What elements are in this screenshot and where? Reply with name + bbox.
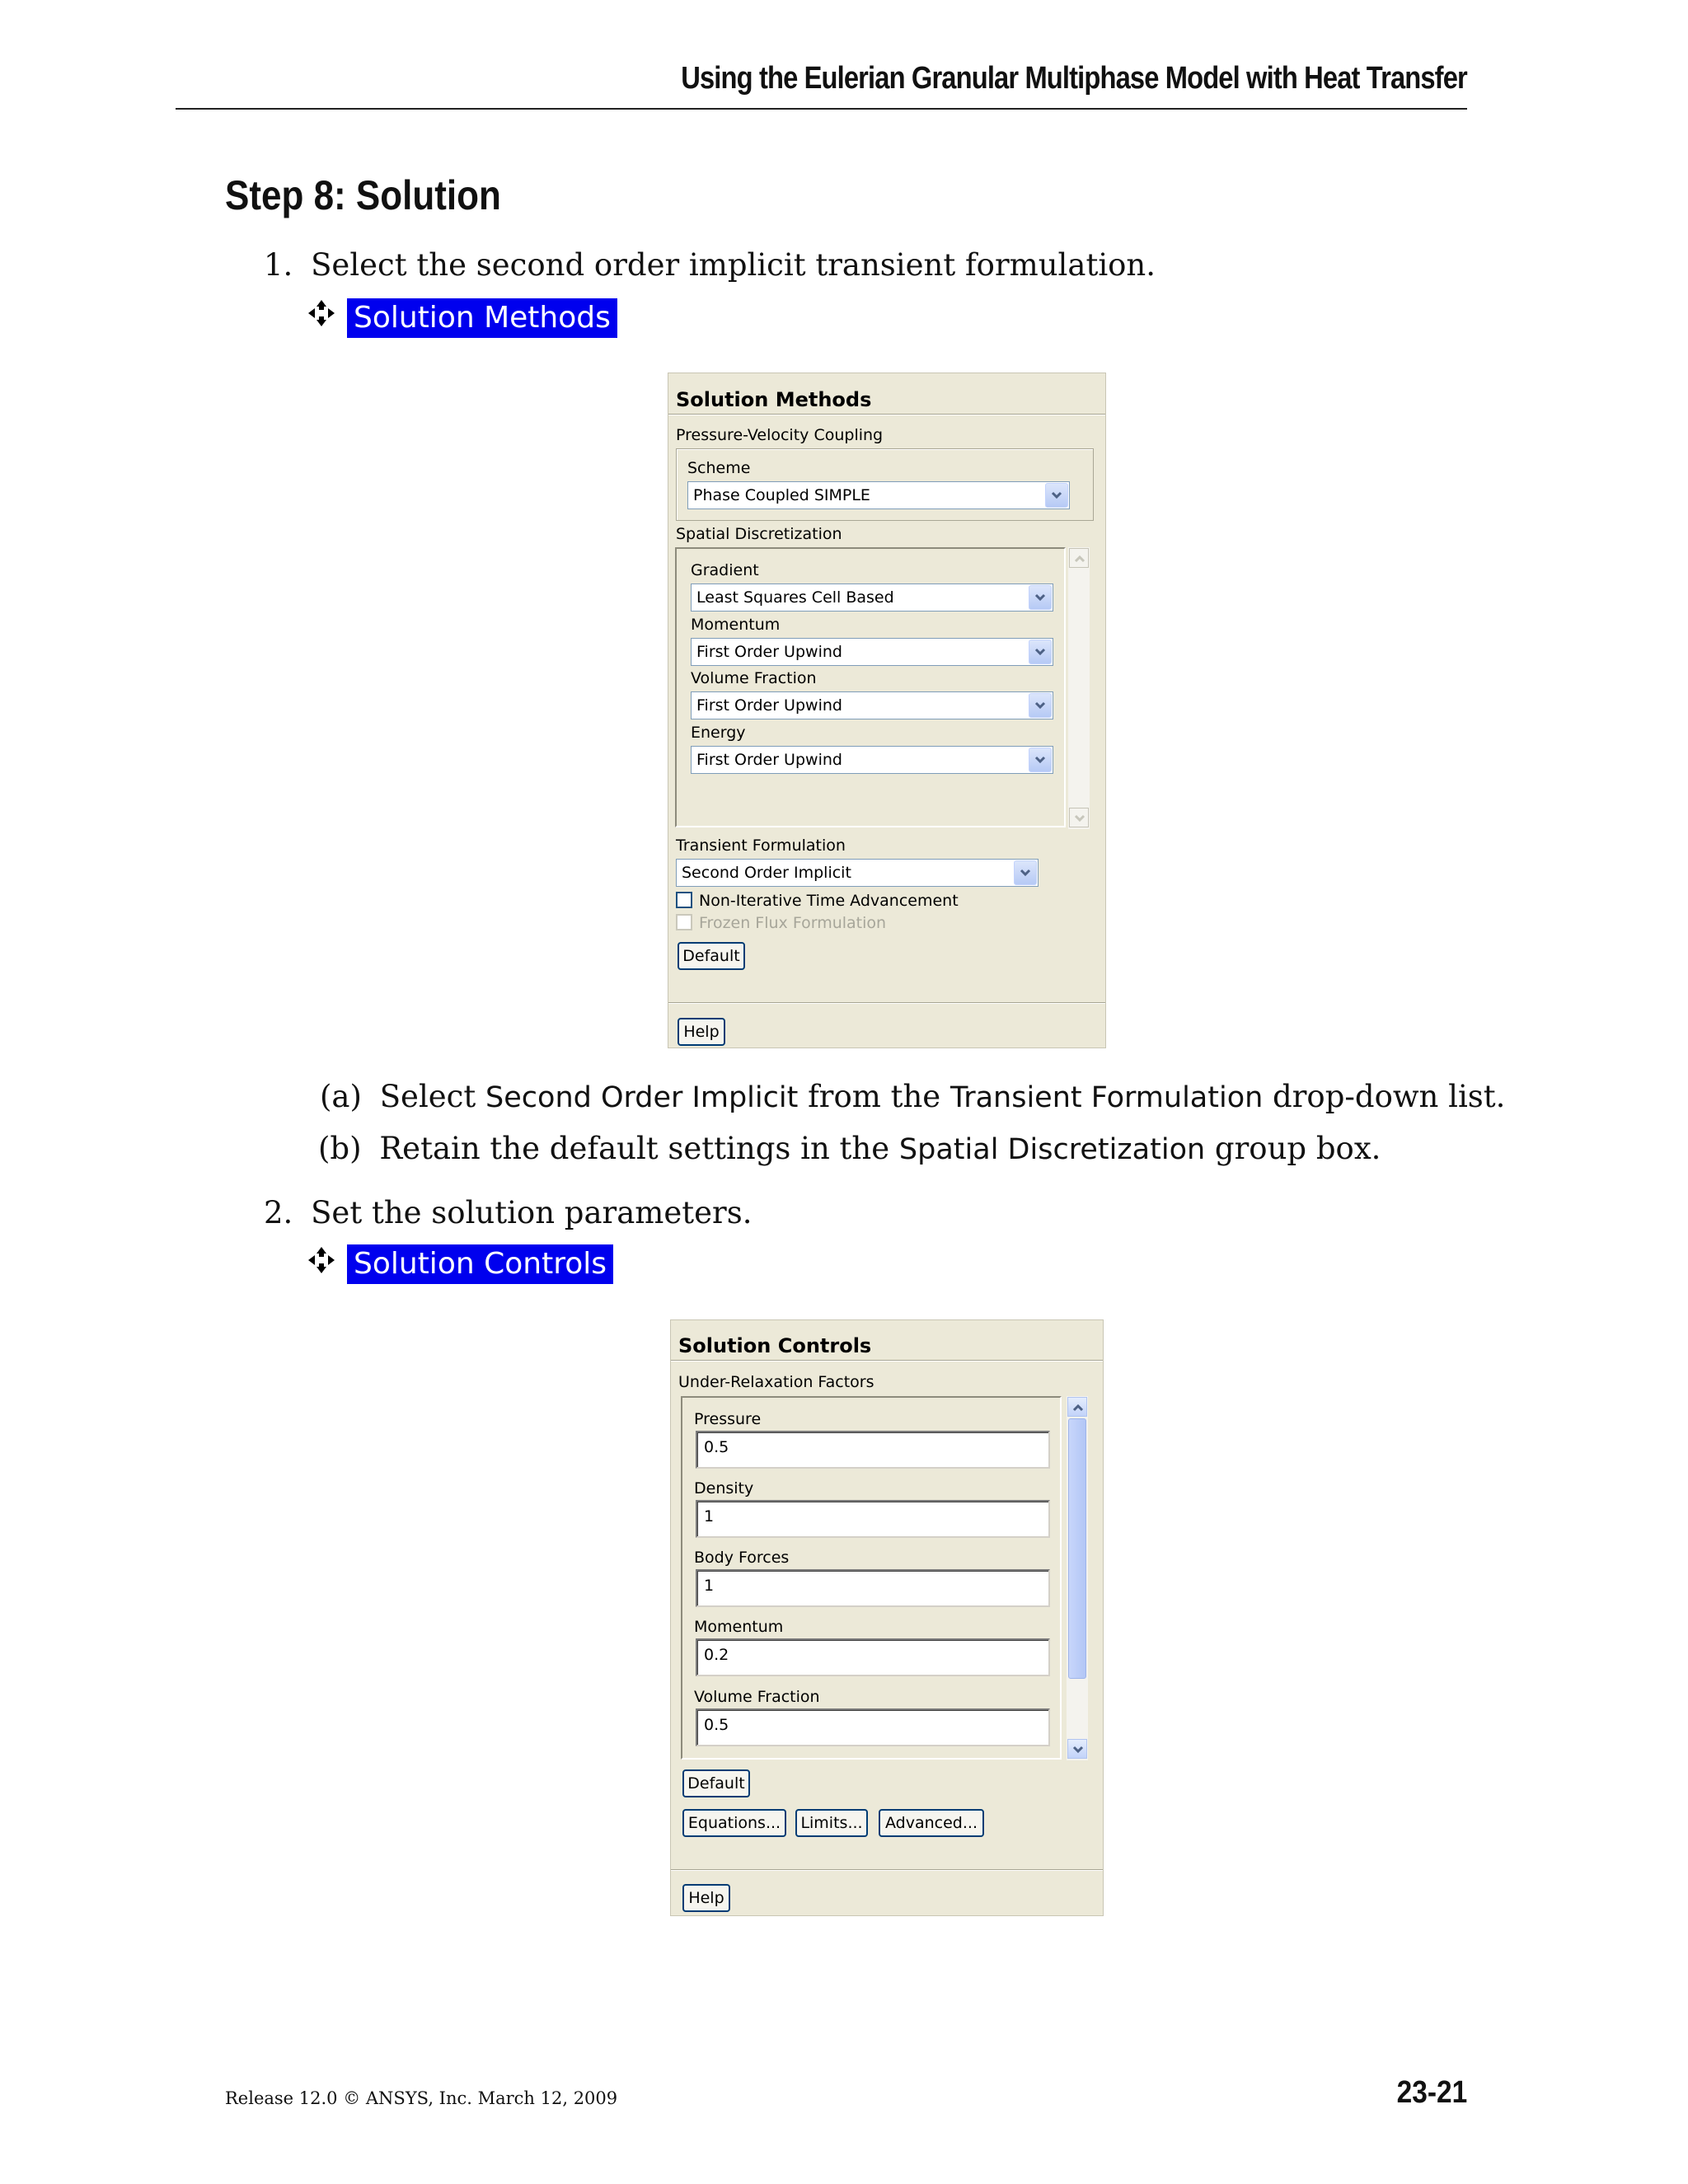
factors-scrollbar[interactable]: [1067, 1396, 1088, 1760]
momentum-dropdown[interactable]: [691, 638, 1053, 666]
momentum-value: 0.2: [704, 1646, 729, 1664]
pressure-label: Pressure: [694, 1410, 762, 1428]
density-value: 1: [704, 1507, 715, 1526]
solution-methods-panel: [668, 373, 1106, 1048]
step-number: 1.: [264, 247, 293, 283]
chevron-down-icon[interactable]: [1029, 693, 1052, 718]
help-button[interactable]: Help: [678, 1018, 725, 1046]
ui-term: Spatial Discretization: [898, 1133, 1206, 1166]
frozen-flux-label: Frozen Flux Formulation: [699, 914, 887, 932]
page-number: 23-21: [1396, 2075, 1467, 2110]
ui-term: Second Order Implicit: [485, 1081, 799, 1114]
scheme-value: Phase Coupled SIMPLE: [693, 486, 870, 504]
frozen-flux-checkbox[interactable]: [676, 914, 692, 930]
default-button[interactable]: Default: [682, 1769, 750, 1797]
substep-text: drop-down list.: [1263, 1079, 1506, 1114]
gradient-label: Gradient: [691, 561, 759, 579]
scroll-thumb[interactable]: [1068, 1418, 1086, 1679]
step-2: [264, 1195, 752, 1230]
substep-text: from the: [798, 1079, 950, 1114]
volume-fraction-value: 0.5: [704, 1716, 729, 1734]
transient-formulation-dropdown[interactable]: [676, 859, 1039, 887]
chevron-down-icon[interactable]: [1029, 585, 1052, 610]
help-button[interactable]: Help: [682, 1884, 730, 1912]
help-separator: [668, 1002, 1105, 1004]
momentum-input[interactable]: [696, 1638, 1050, 1676]
transient-formulation-label: Transient Formulation: [676, 837, 846, 855]
pv-coupling-label: Pressure-Velocity Coupling: [676, 426, 884, 444]
energy-value: First Order Upwind: [696, 751, 842, 769]
under-relaxation-label: Under-Relaxation Factors: [678, 1373, 874, 1391]
nav-solution-methods[interactable]: Solution Methods: [347, 298, 617, 338]
gradient-value: Least Squares Cell Based: [696, 588, 894, 607]
momentum-label: Momentum: [694, 1618, 784, 1636]
scroll-up-icon[interactable]: [1067, 1397, 1087, 1417]
body-forces-value: 1: [704, 1577, 715, 1595]
pressure-value: 0.5: [704, 1438, 729, 1456]
body-forces-input[interactable]: [696, 1569, 1050, 1607]
title-separator: [668, 414, 1105, 415]
substep-label: (a): [320, 1079, 362, 1114]
volume-fraction-input[interactable]: [696, 1708, 1050, 1746]
default-button[interactable]: Default: [678, 942, 745, 970]
substep-a: [320, 1079, 1505, 1114]
non-iterative-label: Non-Iterative Time Advancement: [699, 892, 959, 910]
panel-title: Solution Controls: [678, 1334, 872, 1357]
step-text: Set the solution parameters.: [311, 1195, 753, 1230]
volume-fraction-label: Volume Fraction: [691, 669, 817, 687]
scroll-down-icon[interactable]: [1067, 1739, 1087, 1759]
step-number: 2.: [264, 1195, 293, 1230]
energy-dropdown[interactable]: [691, 746, 1053, 774]
chevron-down-icon[interactable]: [1029, 748, 1052, 772]
substep-label: (b): [318, 1131, 362, 1166]
volume-fraction-dropdown[interactable]: [691, 691, 1053, 719]
panel-title: Solution Methods: [676, 388, 872, 411]
volume-fraction-label: Volume Fraction: [694, 1688, 820, 1706]
footer-release: Release 12.0 © ANSYS, Inc. March 12, 2009: [225, 2088, 618, 2108]
spatial-discretization-label: Spatial Discretization: [676, 525, 842, 543]
substep-text: group box.: [1205, 1131, 1381, 1166]
energy-label: Energy: [691, 724, 746, 742]
running-header: Using the Eulerian Granular Multiphase Model with Heat Transfer: [681, 61, 1467, 96]
chevron-down-icon[interactable]: [1045, 483, 1068, 508]
pressure-input[interactable]: [696, 1431, 1050, 1469]
navigation-arrows-icon: [307, 1246, 335, 1274]
scheme-label: Scheme: [687, 459, 751, 477]
volume-fraction-value: First Order Upwind: [696, 696, 842, 715]
advanced-button[interactable]: Advanced...: [879, 1809, 984, 1837]
body-forces-label: Body Forces: [694, 1549, 790, 1567]
momentum-label: Momentum: [691, 616, 781, 634]
limits-button[interactable]: Limits...: [795, 1809, 868, 1837]
step-text: Select the second order implicit transient formulation.: [311, 247, 1156, 283]
equations-button[interactable]: Equations...: [682, 1809, 786, 1837]
ui-term: Transient Formulation: [950, 1081, 1264, 1114]
solution-controls-panel: [670, 1319, 1104, 1916]
scheme-dropdown[interactable]: [687, 481, 1070, 509]
non-iterative-checkbox[interactable]: [676, 892, 692, 908]
momentum-value: First Order Upwind: [696, 643, 842, 661]
header-rule: [176, 108, 1467, 110]
scroll-up-icon[interactable]: [1069, 548, 1089, 568]
transient-formulation-value: Second Order Implicit: [682, 864, 851, 882]
substep-text: Select: [379, 1079, 486, 1114]
step-1: [264, 247, 1156, 283]
scroll-down-icon[interactable]: [1069, 808, 1089, 827]
help-separator: [671, 1869, 1103, 1871]
spatial-scrollbar[interactable]: [1068, 547, 1090, 829]
density-label: Density: [694, 1479, 754, 1497]
chevron-down-icon[interactable]: [1014, 860, 1037, 885]
substep-b: [318, 1131, 1381, 1166]
substep-text: Retain the default settings in the: [379, 1131, 899, 1166]
gradient-dropdown[interactable]: [691, 583, 1053, 612]
density-input[interactable]: [696, 1500, 1050, 1538]
navigation-arrows-icon: [307, 299, 335, 327]
section-heading: Step 8: Solution: [225, 172, 501, 218]
nav-solution-controls[interactable]: Solution Controls: [347, 1244, 613, 1284]
title-separator: [671, 1360, 1103, 1361]
chevron-down-icon[interactable]: [1029, 640, 1052, 664]
